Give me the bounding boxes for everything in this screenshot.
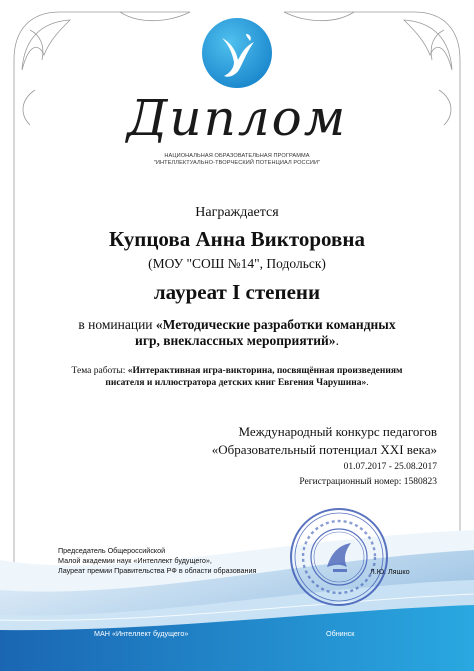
bird-logo-icon: [200, 16, 274, 90]
registration-number: Регистрационный номер: 1580823: [299, 477, 437, 487]
recipient-school: (МОУ "СОШ №14", Подольск): [148, 256, 326, 271]
theme-suffix: .: [366, 378, 369, 388]
footer-city: Обнинск: [326, 629, 355, 638]
footer-organization: МАН «Интеллект будущего»: [94, 629, 189, 638]
theme-prefix: Тема работы:: [71, 366, 126, 376]
nomination-title-line-1: «Методические разработки командных: [155, 317, 396, 332]
contest-name: «Образовательный потенциал XXI века»: [211, 442, 437, 457]
diploma-title: Диплом: [126, 89, 348, 147]
recipient-name: Купцова Анна Викторовна: [109, 227, 365, 251]
contest-dates: 01.07.2017 - 25.08.2017: [343, 462, 437, 472]
program-line-2: "ИНТЕЛЛЕКТУАЛЬНО-ТВОРЧЕСКИЙ ПОТЕНЦИАЛ РОССИИ": [153, 160, 321, 166]
blue-wave-background: [0, 520, 474, 671]
theme-line-2: писателя и иллюстратора детских книг Евгения Чарушина»: [105, 378, 367, 388]
contest-type: Международный конкурс педагогов: [238, 424, 437, 439]
signature-line-3: Лауреат премии Правительства РФ в области образования: [58, 566, 257, 575]
program-name: [0, 153, 474, 167]
nomination-prefix: в номинации: [78, 317, 153, 332]
theme-line-1: «Интерактивная игра-викторина, посвящённая произведениям: [127, 366, 403, 376]
work-theme: [20, 365, 454, 389]
official-stamp-icon: [287, 505, 391, 609]
program-line-1: НАЦИОНАЛЬНАЯ ОБРАЗОВАТЕЛЬНАЯ ПРОГРАММА: [164, 153, 310, 159]
awarded-label: Награждается: [195, 205, 279, 220]
signature-line-1: Председатель Общероссийской: [58, 546, 166, 555]
nomination-suffix: .: [335, 333, 339, 348]
nomination: [20, 317, 454, 349]
signer-name: Л.Ю. Ляшко: [370, 567, 410, 576]
award-place: лауреат I степени: [153, 280, 321, 304]
nomination-title-line-2: игр, внеклассных мероприятий»: [135, 333, 336, 348]
signature-line-2: Малой академии наук «Интеллект будущего»,: [58, 556, 212, 565]
signature-block: [58, 546, 256, 576]
